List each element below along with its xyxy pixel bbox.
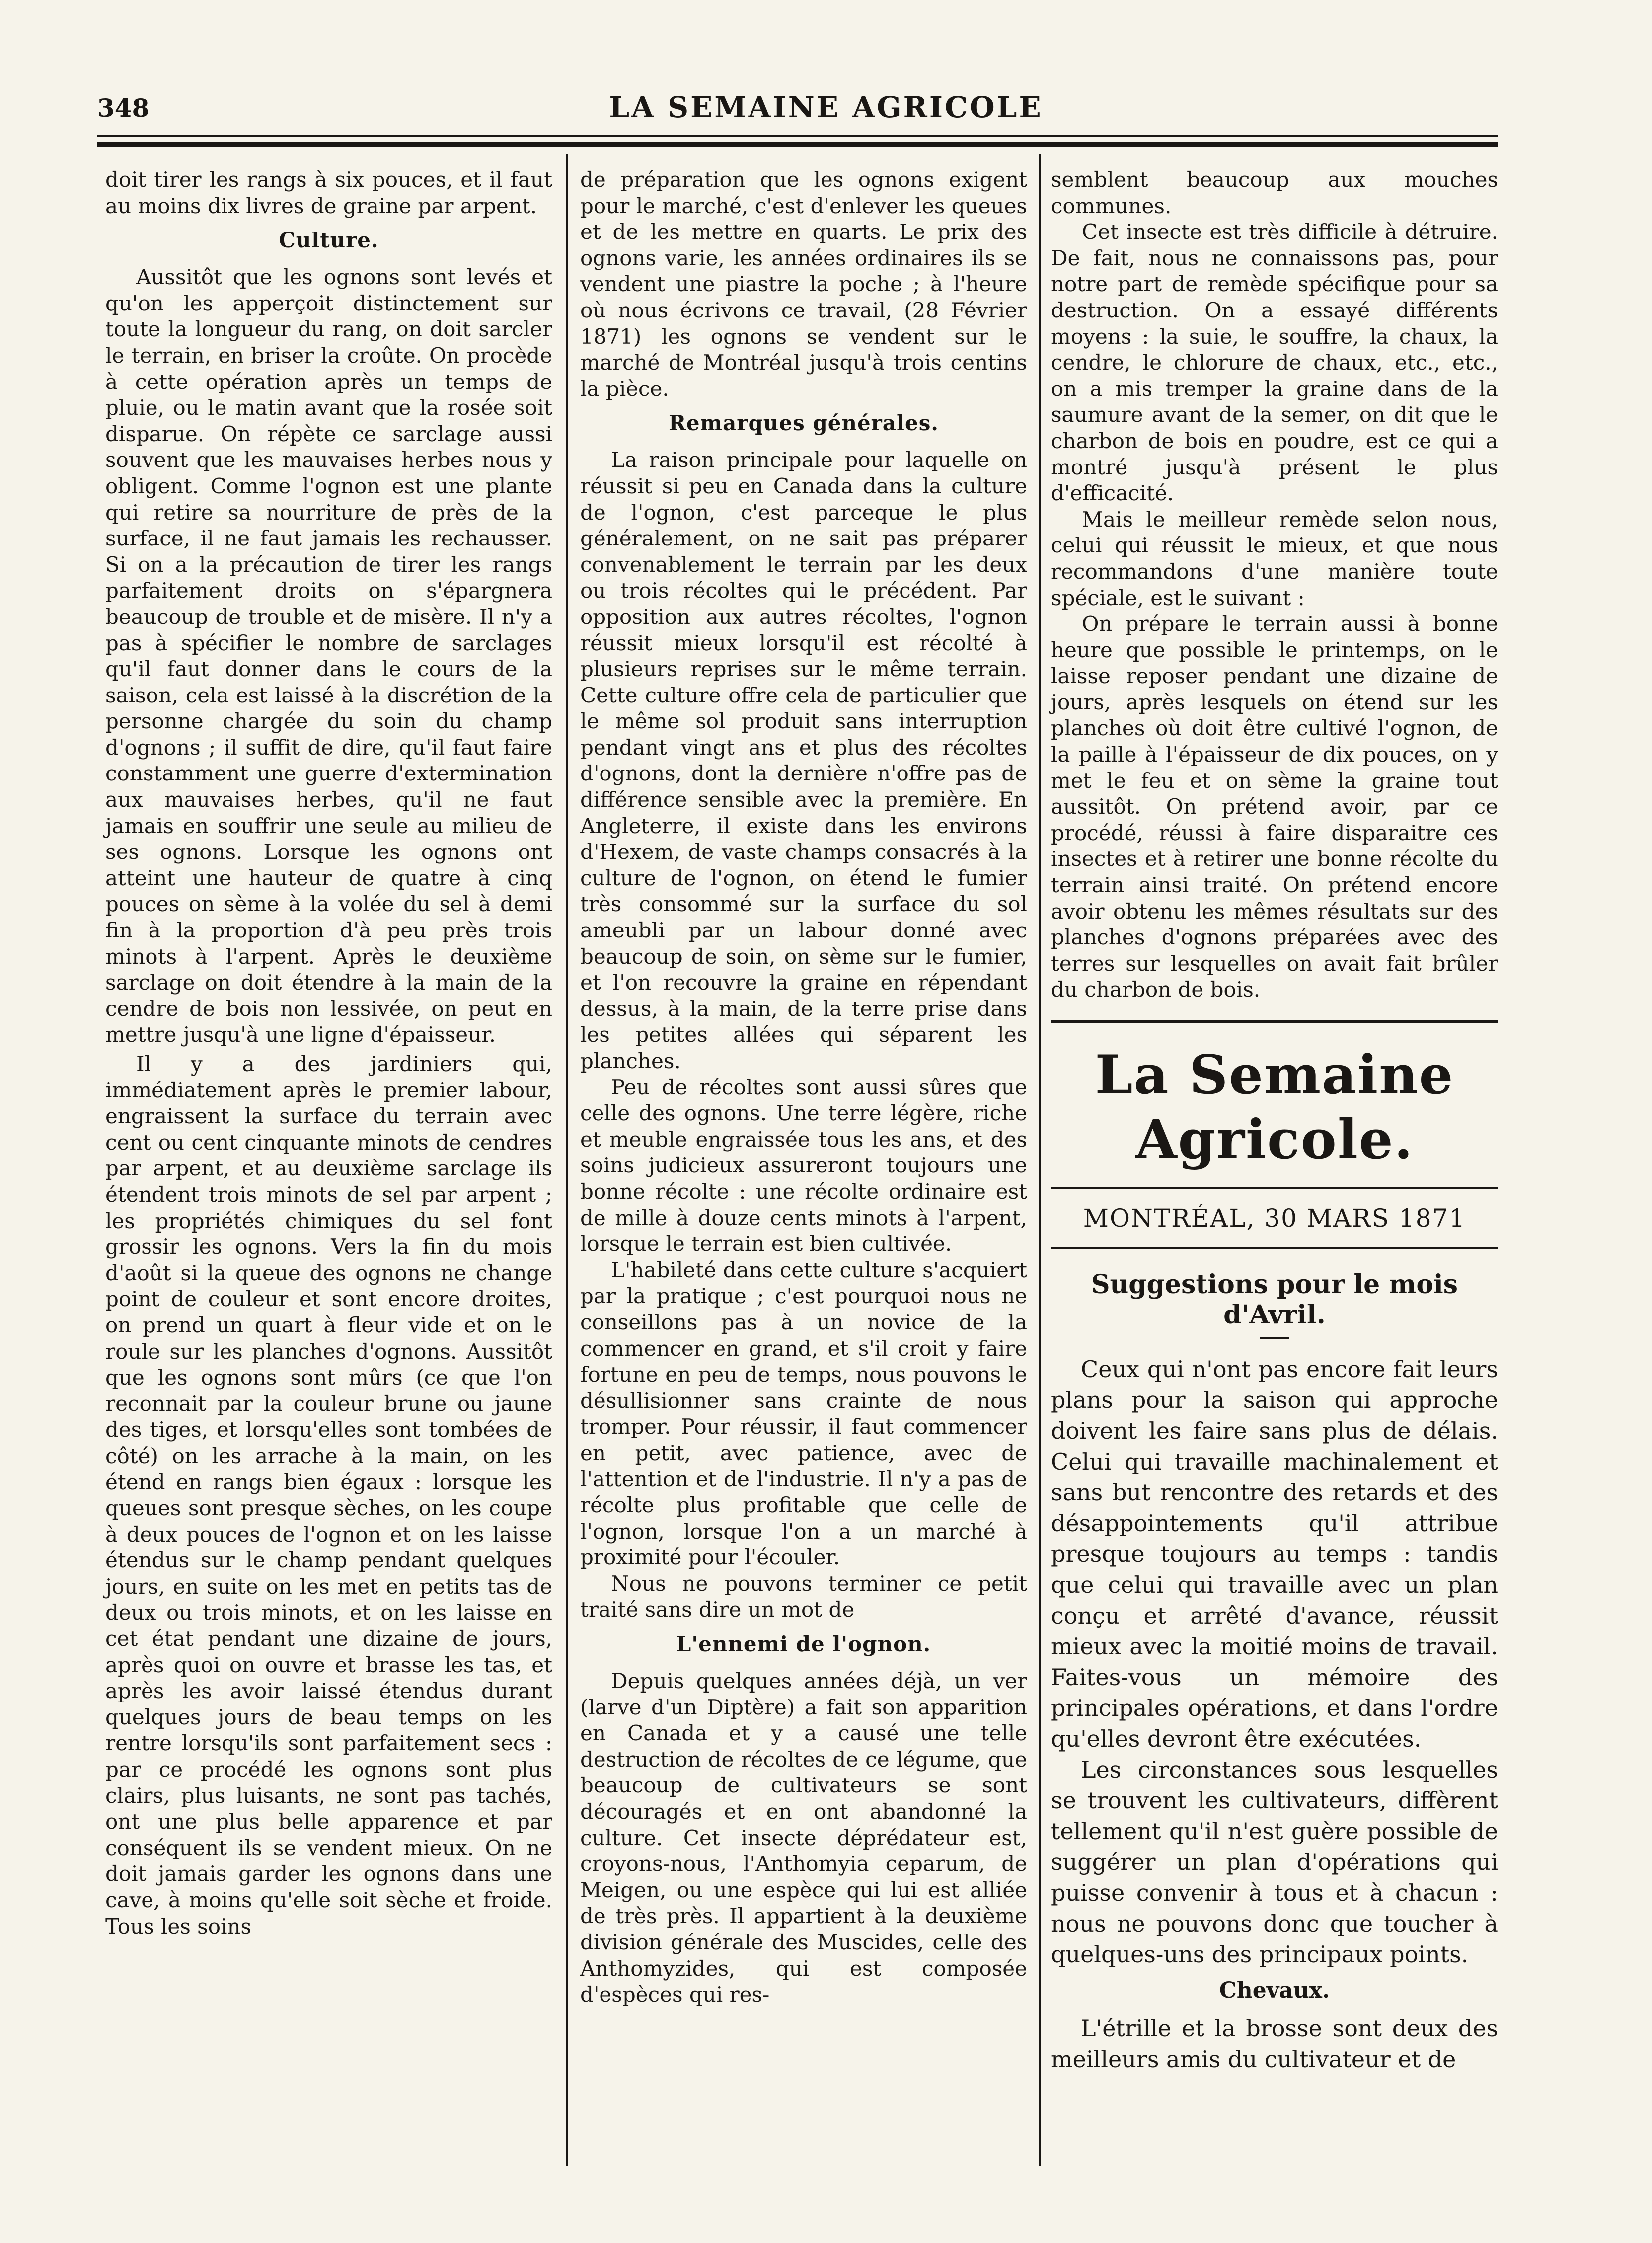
paragraph: Il y a des jardiniers qui, immédiatement après le premier labour, engraissent la surface du terrain avec cent ou cent cinquante minots de cendres par arpent, et au deuxième sarclage ils étendent trois minots de sel par arpent ; les propriétés chimiques du sel font grossir les ognons. Vers la fin du mois d'août si la queue des ognons ne change point de couleur et sont encore droites, on prend un quart à fleur vide et on le roule sur les planches d'ognons. Aussitôt que les ognons sont mûrs (ce que l'on reconnait par la couleur brune ou jaune des tiges, et lorsqu'elles sont tombées de côté) on les arrache à la main, on les étend en rangs bien égaux : lorsque les queues sont presque sèches, on les coupe à deux pouces de l'ognon et on les laisse étendus sur le champ pendant quelques jours, en suite on les met en petits tas de deux ou trois minots, et on les laisse en cet état pendant une dizaine de jours, après quoi on ouvre et brasse les tas, et après les avoir laissé étendus durant quelques jours de beau temps on les rentre lorsqu'ils sont parfaitement secs : par ce procédé les ognons sont plus clairs, plus luisants, ne sont pas tachés, ont une plus belle apparence et par conséquent ils se vendent mieux. On ne doit jamais garder les ognons dans une cave, à moins qu'elle soit sèche et froide. Tous les soins [105, 1052, 552, 1938]
paragraph: Cet insecte est très difficile à détruire. De fait, nous ne connaissons pas, pour notre part de remède spécifique pour sa destruction. On a essayé différents moyens : la suie, le souffre, la chaux, la cendre, le chlorure de chaux, etc., etc., on a mis tremper la graine dans de la saumure avant de la semer, on dit que le charbon de bois en poudre, est ce qui a montré jusqu'à présent le plus d'efficacité. [1051, 220, 1498, 506]
section-heading-chevaux: Chevaux. [1219, 1978, 1330, 2003]
section-heading-remarques: Remarques générales. [669, 411, 939, 436]
section-heading-suggestions: Suggestions pour le mois d'Avril. [1091, 1269, 1458, 1330]
paragraph: Les circonstances sous lesquelles se trouvent les cultivateurs, diffèrent tellement qu'il n'est guère possible de suggérer un plan d'opérations qui puisse convenir à tous et à chacun : nous ne pouvons donc que toucher à quelques-uns des principaux points. [1051, 1756, 1498, 1968]
paragraph: On prépare le terrain aussi à bonne heure que possible le printemps, on le laisse reposer pendant une dizaine de jours, après lesquels on étend sur les planches où doit être cultivé l'ognon, de la paille à l'épaisseur de dix pouces, on y met le feu et on sème la graine tout aussitôt. On prétend avoir, par ce procédé, réussi à faire disparaitre ces insectes et à retirer une bonne récolte du terrain ainsi traité. On prétend encore avoir obtenu les mêmes résultats sur des planches d'ognons préparées avec des terres sur lesquelles on avait fait brûler du charbon de bois. [1051, 612, 1498, 1002]
journal-title: LA SEMAINE AGRICOLE [609, 90, 1043, 124]
paragraph: Peu de récoltes sont aussi sûres que celle des ognons. Une terre légère, riche et meuble engraissée tous les ans, et des soins judicieux assureront toujours une bonne récolte : une récolte ordinaire est de mille à douze cents minots à l'arpent, lorsque le terrain est bien cultivée. [580, 1075, 1027, 1256]
page-number: 348 [97, 93, 150, 123]
paragraph: Aussitôt que les ognons sont levés et qu'on les apperçoit distinctement sur toute la longueur du rang, on doit sarcler le terrain, en briser la croûte. On procède à cette opération après un temps de pluie, ou le matin avant que la rosée soit disparue. On répète ce sarclage aussi souvent que les mauvaises herbes nous y obligent. Comme l'ognon est une plante qui retire sa nourriture de près de la surface, il ne faut jamais les rechausser. Si on a la précaution de tirer les rangs parfaitement droits on s'épargnera beaucoup de trouble et de misère. Il n'y a pas à spécifier le nombre de sarclages qu'il faut donner dans le cours de la saison, cela est laissé à la discrétion de la personne chargée du soin du champ d'ognons ; il suffit de dire, qu'il faut faire constamment une guerre d'extermination aux mauvaises herbes, qu'il ne faut jamais en souffrir une seule au milieu de ses ognons. Lorsque les ognons ont atteint une hauteur de quatre à cinq pouces on sème à la volée du sel à demi fin à la proportion d'à peu près trois minots à l'arpent. Après le deuxième sarclage on doit étendre à la main de la cendre de bois non lessivée, on peut en mettre jusqu'à une ligne d'épaisseur. [105, 265, 552, 1047]
masthead-rule [1051, 1187, 1498, 1189]
paragraph: semblent beaucoup aux mouches communes. [1051, 167, 1498, 218]
section-heading-culture: Culture. [279, 228, 379, 253]
paragraph: La raison principale pour laquelle on réussit si peu en Canada dans la culture de l'ognon, c'est parceque le plus généralement, on ne sait pas préparer convenablement le terrain par les deux ou trois récoltes qui le précédent. Par opposition aux autres récoltes, l'ognon réussit mieux lorsqu'il est récolté à plusieurs reprises sur le même terrain. Cette culture offre cela de particulier que le même sol produit sans interruption pendant vingt ans et plus des récoltes d'ognons, dont la dernière n'offre pas de différence sensible avec la première. En Angleterre, il existe dans les environs d'Hexem, de vaste champs consacrés à la culture de l'ognon, on étend le fumier très consommé sur la surface du sol ameubli par un labour donné avec beaucoup de soin, on sème sur le fumier, et l'on recouvre la graine en répendant dessus, à la main, de la terre prise dans les petites allées qui séparent les planches. [580, 448, 1027, 1073]
header-rule-thick [97, 142, 1498, 147]
paragraph: L'étrille et la brosse sont deux des meilleurs amis du cultivateur et de [1051, 2015, 1498, 2073]
masthead-title: La Semaine Agricole. [1095, 1044, 1454, 1171]
paragraph: de préparation que les ognons exigent pour le marché, c'est d'enlever les queues et de les mettre en quarts. Le prix des ognons varie, les années ordinaires ils se vendent une piastre la poche ; à l'heure où nous écrivons ce travail, (28 Février 1871) les ognons se vendent sur le marché de Montréal jusqu'à trois centins la pièce. [580, 167, 1027, 401]
paragraph: Nous ne pouvons terminer ce petit traité sans dire un mot de [580, 1571, 1027, 1622]
dateline: MONTRÉAL, 30 MARS 1871 [1083, 1204, 1466, 1233]
column-2 [580, 167, 1027, 2008]
dateline-rule [1051, 1247, 1498, 1249]
heading-dash [1260, 1337, 1289, 1339]
header-rule-thin [97, 135, 1498, 137]
paragraph: Mais le meilleur remède selon nous, celui qui réussit le mieux, et que nous recommandons d'une manière toute spéciale, est le suivant : [1051, 507, 1498, 610]
column-1 [105, 167, 552, 1939]
paragraph: Depuis quelques années déjà, un ver (larve d'un Diptère) a fait son apparition en Canada et y a causé une telle destruction de récoltes de ce légume, que beaucoup de cultivateurs se sont découragés et en ont abandonné la culture. Cet insecte déprédateur est, croyons-nous, l'Anthomyia ceparum, de Meigen, ou une espèce qui lui est alliée de très près. Il appartient à la deuxième division générale des Muscides, celle des Anthomyzides, qui est composée d'espèces qui res- [580, 1669, 1027, 2007]
paragraph: doit tirer les rangs à six pouces, et il faut au moins dix livres de graine par arpent. [105, 167, 552, 218]
column-3 [1051, 167, 1498, 2075]
section-heading-ennemi: L'ennemi de l'ognon. [676, 1632, 931, 1657]
paragraph: L'habileté dans cette culture s'acquiert par la pratique ; c'est pourquoi nous ne conseillons pas à un novice de la commencer en grand, et s'il croit y faire fortune en peu de temps, nous pouvons le désullisionner sans crainte de nous tromper. Pour réussir, il faut commencer en petit, avec patience, avec de l'attention et de l'industrie. Il n'y a pas de récolte plus profitable que celle de l'ognon, lorsque l'on a un marché à proximité pour l'écouler. [580, 1257, 1027, 1570]
masthead-rule [1051, 1020, 1498, 1023]
paragraph: Ceux qui n'ont pas encore fait leurs plans pour la saison qui approche doivent les faire sans plus de délais. Celui qui travaille machinalement et sans but rencontre des retards et des désappointements qu'il attribue presque toujours au temps : tandis que celui qui travaille avec un plan conçu et arrêté d'avance, réussit mieux avec la moitié moins de travail. Faites-vous un mémoire des principales opérations, et dans l'ordre qu'elles devront être exécutées. [1051, 1356, 1498, 1752]
column-divider [1039, 154, 1041, 2166]
column-divider [566, 154, 568, 2166]
